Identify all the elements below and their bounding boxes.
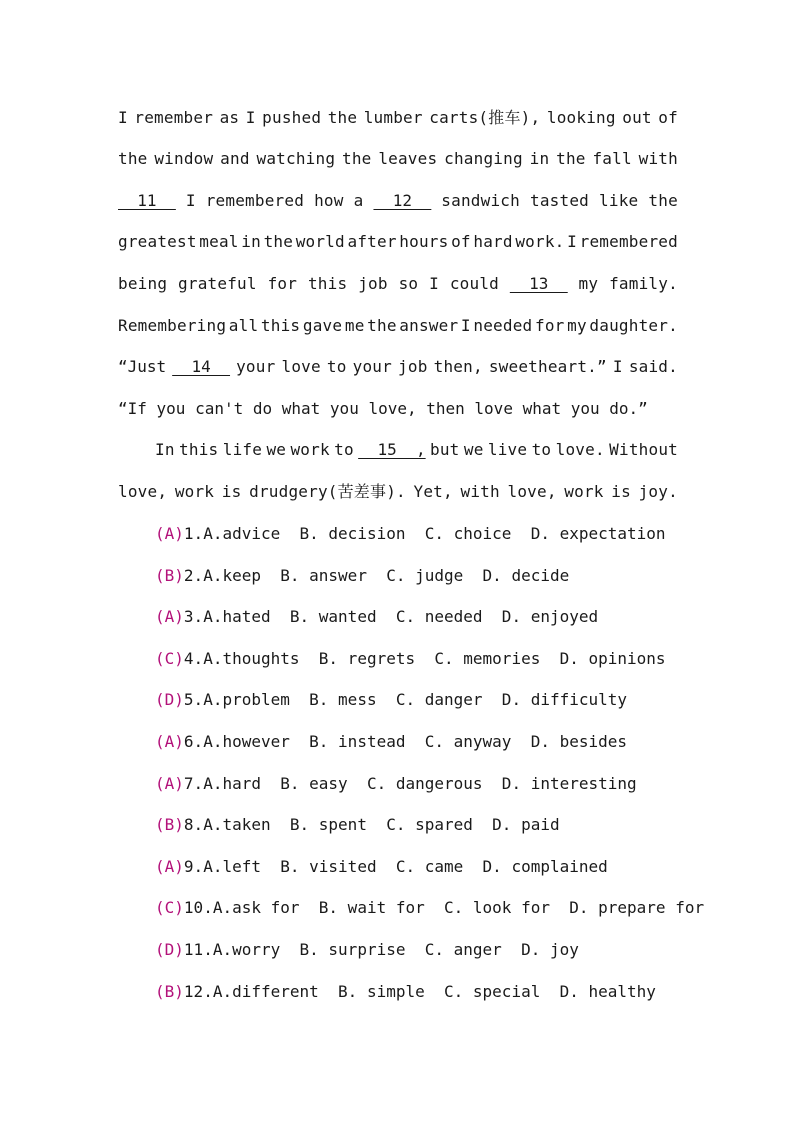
option-row xyxy=(155,564,569,588)
passage-word: and xyxy=(220,149,250,168)
passage-word: remembered xyxy=(579,232,678,251)
blank-11: __11__ xyxy=(118,191,176,210)
passage-word: grateful xyxy=(178,274,257,293)
option-row xyxy=(155,813,560,837)
passage-line-4 xyxy=(118,230,678,254)
passage-word: work. xyxy=(515,232,565,251)
answer-mark: (C) xyxy=(155,898,184,917)
passage-line-2 xyxy=(118,147,678,171)
passage-word: love, xyxy=(507,482,557,501)
passage-word: life xyxy=(222,440,263,459)
passage-word: job xyxy=(398,357,428,376)
passage-word: the xyxy=(648,191,678,210)
passage-word: needed xyxy=(473,316,533,335)
blank-14: __14__ xyxy=(172,357,231,376)
passage-word: “Just xyxy=(118,357,167,376)
passage-word: the xyxy=(341,149,372,168)
passage-word: I xyxy=(245,108,256,127)
answer-letter: C xyxy=(164,649,175,668)
answer-mark: (A) xyxy=(155,607,184,626)
answer-mark: (A) xyxy=(155,774,184,793)
answer-letter: A xyxy=(164,524,175,543)
passage-word: work xyxy=(290,440,330,459)
passage-word: to xyxy=(531,440,552,459)
passage-word: hard xyxy=(473,232,513,251)
option-text: 12.A.different B. simple C. special D. healthy xyxy=(183,982,656,1001)
passage-word: is xyxy=(221,482,242,501)
option-text: 2.A.keep B. answer C. judge D. decide xyxy=(183,566,570,585)
option-row xyxy=(155,896,704,920)
blank-13: __13__ xyxy=(509,274,568,293)
passage-line-1 xyxy=(118,106,678,130)
passage-word: daughter. xyxy=(589,316,678,335)
option-row xyxy=(155,730,627,754)
passage-word: with xyxy=(638,149,678,168)
option-text: 10.A.ask for B. wait for C. look for D. prepare for xyxy=(183,898,705,917)
passage-word: I xyxy=(460,316,471,335)
passage-word: leaves xyxy=(378,149,438,168)
passage-word: in xyxy=(529,149,550,168)
passage-word: me xyxy=(344,316,365,335)
passage-word: your xyxy=(352,357,392,376)
option-text: 4.A.thoughts B. regrets C. memories D. opinions xyxy=(183,649,666,668)
passage-word: live xyxy=(487,440,528,459)
passage-word: I xyxy=(429,274,439,293)
passage-line-5 xyxy=(118,272,678,296)
option-text: 11.A.worry B. surprise C. anger D. joy xyxy=(183,940,579,959)
answer-mark: (B) xyxy=(155,982,184,1001)
passage-word: world xyxy=(295,232,345,251)
passage-word: we xyxy=(266,440,287,459)
passage-word: Remembering xyxy=(118,316,227,335)
passage-word: hours xyxy=(399,232,449,251)
passage-word: carts(推车), xyxy=(429,108,541,127)
passage-word: In xyxy=(155,440,175,459)
blank-12: __12__ xyxy=(373,191,432,210)
passage-word: answer xyxy=(399,316,459,335)
answer-letter: C xyxy=(164,898,175,917)
passage-word: being xyxy=(118,274,168,293)
passage-word: work xyxy=(174,482,215,501)
passage-word: all xyxy=(228,316,259,335)
passage-word: so xyxy=(398,274,419,293)
passage-word: as xyxy=(219,108,240,127)
passage-line-3 xyxy=(118,189,678,213)
passage-line-9 xyxy=(155,438,678,462)
answer-mark: (B) xyxy=(155,815,184,834)
answer-letter: A xyxy=(164,607,175,626)
passage-word: remember xyxy=(134,108,214,127)
passage-word: this xyxy=(260,316,301,335)
option-row xyxy=(155,647,666,671)
passage-word: window xyxy=(154,149,214,168)
passage-line-8: “If you can't do what you love, then love what you do.” xyxy=(118,399,648,418)
option-row xyxy=(155,688,627,712)
passage-word: a xyxy=(353,191,364,210)
passage-word: love. xyxy=(555,440,605,459)
passage-word: in xyxy=(241,232,261,251)
passage-word: I xyxy=(567,232,577,251)
passage-line-10 xyxy=(118,480,678,504)
passage-word: of xyxy=(658,108,678,127)
passage-word: your xyxy=(236,357,276,376)
passage-word: fall xyxy=(592,149,632,168)
answer-letter: B xyxy=(164,815,175,834)
option-text: 6.A.however B. instead C. anyway D. besides xyxy=(183,732,628,751)
option-row xyxy=(155,772,637,796)
passage-word: I xyxy=(612,357,623,376)
passage-word: job xyxy=(358,274,388,293)
answer-mark: (A) xyxy=(155,857,184,876)
answer-mark: (C) xyxy=(155,649,184,668)
answer-letter: B xyxy=(164,566,175,585)
passage-word: to xyxy=(326,357,347,376)
answer-letter: A xyxy=(164,774,175,793)
passage-word: but xyxy=(430,440,460,459)
passage-word: like xyxy=(599,191,639,210)
passage-word: remembered xyxy=(205,191,305,210)
answer-mark: (A) xyxy=(155,732,184,751)
passage-word: out xyxy=(622,108,652,127)
passage-word: is xyxy=(611,482,631,501)
answer-letter: A xyxy=(164,732,175,751)
passage-word: sandwich xyxy=(441,191,520,210)
passage-word: love, xyxy=(118,482,168,501)
option-text: 7.A.hard B. easy C. dangerous D. interesting xyxy=(183,774,637,793)
blank-15: __15__, xyxy=(358,440,426,459)
passage-word: gave xyxy=(302,316,343,335)
passage-word: my xyxy=(578,274,599,293)
passage-word: the xyxy=(367,316,397,335)
answer-mark: (B) xyxy=(155,566,184,585)
passage-word: could xyxy=(449,274,499,293)
passage-word: the xyxy=(263,232,294,251)
passage-word: to xyxy=(334,440,354,459)
option-row xyxy=(155,855,608,879)
passage-line-6 xyxy=(118,314,678,338)
option-row xyxy=(155,980,656,1004)
passage-word: then, xyxy=(433,357,483,376)
option-row xyxy=(155,522,666,546)
passage-word: love xyxy=(281,357,321,376)
answer-letter: B xyxy=(164,982,175,1001)
passage-word: for xyxy=(267,274,298,293)
passage-word: family. xyxy=(609,274,678,293)
passage-word: greatest xyxy=(118,232,197,251)
passage-word: meal xyxy=(199,232,239,251)
answer-mark: (A) xyxy=(155,524,184,543)
passage-word: I xyxy=(185,191,196,210)
option-text: 5.A.problem B. mess C. danger D. difficulty xyxy=(183,690,628,709)
passage-word: said. xyxy=(628,357,678,376)
passage-word: looking xyxy=(546,108,616,127)
answer-mark: (D) xyxy=(155,690,184,709)
answer-letter: D xyxy=(164,940,175,959)
passage-word: we xyxy=(463,440,484,459)
option-row xyxy=(155,605,598,629)
passage-line-7 xyxy=(118,355,678,379)
answer-letter: D xyxy=(164,690,175,709)
passage-word: the xyxy=(118,149,148,168)
passage-word: the xyxy=(327,108,358,127)
passage-word: this xyxy=(179,440,219,459)
passage-word: drudgery(苦差事). xyxy=(249,482,406,501)
passage-word: joy. xyxy=(638,482,678,501)
passage-word: with xyxy=(460,482,500,501)
passage-word: watching xyxy=(256,149,336,168)
passage-word: I xyxy=(118,108,128,127)
passage-word: after xyxy=(347,232,397,251)
answer-letter: A xyxy=(164,857,175,876)
passage-word: of xyxy=(451,232,471,251)
passage-word: how xyxy=(314,191,344,210)
passage-word: pushed xyxy=(262,108,322,127)
passage-word: Without xyxy=(609,440,678,459)
passage-word: lumber xyxy=(363,108,423,127)
passage-word: my xyxy=(567,316,587,335)
passage-word: Yet, xyxy=(413,482,453,501)
passage-word: sweetheart.” xyxy=(488,357,607,376)
passage-word: work xyxy=(564,482,604,501)
option-text: 9.A.left B. visited C. came D. complained xyxy=(183,857,608,876)
passage-word: changing xyxy=(444,149,523,168)
passage-word: tasted xyxy=(530,191,589,210)
option-row xyxy=(155,938,579,962)
option-text: 3.A.hated B. wanted C. needed D. enjoyed xyxy=(183,607,599,626)
option-text: 8.A.taken B. spent C. spared D. paid xyxy=(183,815,560,834)
option-text: 1.A.advice B. decision C. choice D. expectation xyxy=(183,524,666,543)
passage-word: for xyxy=(535,316,565,335)
passage-word: this xyxy=(307,274,348,293)
answer-mark: (D) xyxy=(155,940,184,959)
passage-word: the xyxy=(556,149,586,168)
